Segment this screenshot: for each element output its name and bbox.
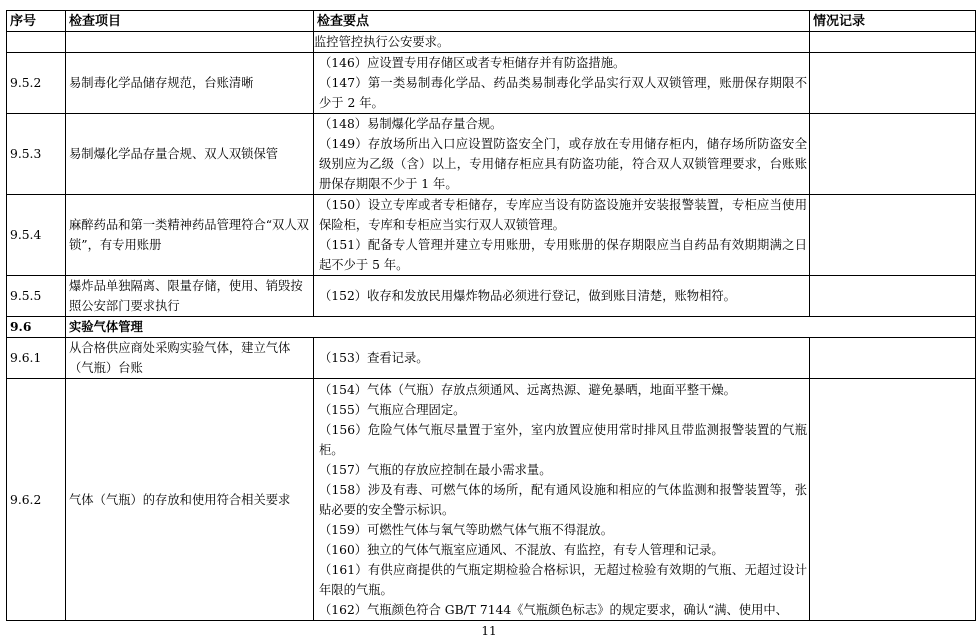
check-point: （154）气体（气瓶）存放点须通风、远离热源、避免暴晒，地面平整干燥。 xyxy=(319,382,736,397)
check-point: （161）有供应商提供的气瓶定期检验合格标识，无超过检验有效期的气瓶、无超过设计年限的气瓶。 xyxy=(319,562,807,597)
record-cell xyxy=(810,276,976,317)
check-points xyxy=(314,379,810,621)
row-number xyxy=(7,32,66,53)
check-item: 麻醉药品和第一类精神药品管理符合“双人双锁”，有专用账册 xyxy=(66,195,314,276)
check-points xyxy=(314,195,810,276)
check-point: （150）设立专库或者专柜储存，专库应当设有防盗设施并安装报警装置，专柜应当使用保险柜，专库和专柜应当实行双人双锁管理。 xyxy=(319,198,807,232)
header-record: 情况记录 xyxy=(810,11,976,32)
check-point: 监控管控执行公安要求。 xyxy=(314,35,450,49)
check-item: 气体（气瓶）的存放和使用符合相关要求 xyxy=(66,379,314,621)
table-row xyxy=(7,114,976,195)
header-points: 检查要点 xyxy=(314,11,810,32)
check-point: （156）危险气体气瓶尽量置于室外，室内放置应使用常时排风且带监测报警装置的气瓶柜。 xyxy=(319,422,807,457)
check-point: （146）应设置专用存储区或者专柜储存并有防盗措施。 xyxy=(319,56,626,70)
check-point: （157）气瓶的存放应控制在最小需求量。 xyxy=(319,462,552,477)
check-item: 易制爆化学品存量合规、双人双锁保管 xyxy=(66,114,314,195)
inspection-table xyxy=(6,10,976,621)
header-row xyxy=(7,11,976,32)
check-item xyxy=(66,32,314,53)
header-no: 序号 xyxy=(7,11,66,32)
page-number: 11 xyxy=(481,624,497,638)
check-point: （159）可燃性气体与氧气等助燃气体气瓶不得混放。 xyxy=(319,522,614,537)
table-row xyxy=(7,379,976,621)
check-point: （155）气瓶应合理固定。 xyxy=(319,402,466,417)
check-point: （152）收存和发放民用爆炸物品必须进行登记，做到账目清楚，账物相符。 xyxy=(319,289,736,303)
table-row xyxy=(7,53,976,114)
check-point: （149）存放场所出入口应设置防盗安全门，或存放在专用储存柜内，储存场所防盗安全级别应为乙级（含）以上，专用储存柜应具有防盗功能，符合双人双锁管理要求，台账账册保存期限不少于 1 年。 xyxy=(319,137,807,191)
table-row xyxy=(7,276,976,317)
row-number: 9.5.5 xyxy=(7,276,66,317)
check-point: （153）查看记录。 xyxy=(319,351,429,365)
record-cell xyxy=(810,53,976,114)
row-number: 9.5.2 xyxy=(7,53,66,114)
record-cell xyxy=(810,114,976,195)
check-point: （151）配备专人管理并建立专用账册，专用账册的保存期限应当自药品有效期期满之日起不少于 5 年。 xyxy=(319,238,807,272)
row-number: 9.6.2 xyxy=(7,379,66,621)
section-row xyxy=(7,317,976,338)
record-cell xyxy=(810,338,976,379)
row-number: 9.5.3 xyxy=(7,114,66,195)
check-point: （160）独立的气体气瓶室应通风、不混放、有监控，有专人管理和记录。 xyxy=(319,542,724,557)
check-points xyxy=(314,32,810,53)
table-row xyxy=(7,32,976,53)
check-point: （158）涉及有毒、可燃气体的场所，配有通风设施和相应的气体监测和报警装置等，张贴必要的安全警示标识。 xyxy=(319,482,807,517)
section-title: 实验气体管理 xyxy=(66,317,976,338)
record-cell xyxy=(810,195,976,276)
check-item: 爆炸品单独隔离、限量存储，使用、销毁按照公安部门要求执行 xyxy=(66,276,314,317)
check-point: （148）易制爆化学品存量合规。 xyxy=(319,117,503,131)
check-points xyxy=(314,276,810,317)
check-points xyxy=(314,338,810,379)
check-points xyxy=(314,114,810,195)
check-point: （162）气瓶颜色符合 GB/T 7144《气瓶颜色标志》的规定要求，确认“满、使用中、 xyxy=(319,602,788,617)
check-point: （147）第一类易制毒化学品、药品类易制毒化学品实行双人双锁管理，账册保存期限不少于 2 年。 xyxy=(319,76,807,110)
row-number: 9.5.4 xyxy=(7,195,66,276)
check-item: 易制毒化学品储存规范，台账清晰 xyxy=(66,53,314,114)
table-row xyxy=(7,338,976,379)
record-cell xyxy=(810,32,976,53)
row-number: 9.6 xyxy=(7,317,66,338)
record-cell xyxy=(810,379,976,621)
check-item: 从合格供应商处采购实验气体，建立气体（气瓶）台账 xyxy=(66,338,314,379)
check-points xyxy=(314,53,810,114)
header-item: 检查项目 xyxy=(66,11,314,32)
table-row xyxy=(7,195,976,276)
row-number: 9.6.1 xyxy=(7,338,66,379)
